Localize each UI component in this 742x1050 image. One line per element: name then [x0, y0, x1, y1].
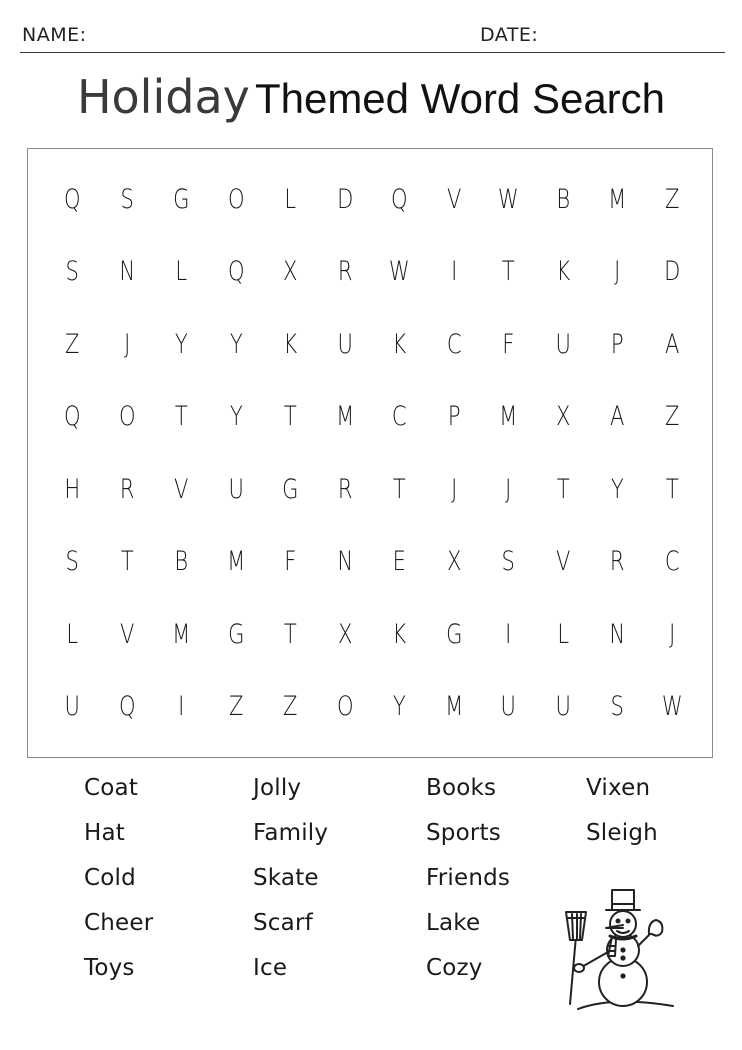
grid-letter: Q [63, 401, 81, 433]
grid-letter: G [445, 618, 462, 650]
grid-letter: T [120, 546, 134, 578]
grid-letter: C [664, 546, 680, 578]
grid-letter: T [392, 473, 406, 505]
grid-letter: O [118, 401, 136, 433]
grid-letter: T [665, 473, 679, 505]
grid-letter: Z [664, 401, 679, 433]
grid-letter: U [337, 328, 353, 360]
grid-letter: Y [174, 328, 188, 360]
grid-letter: R [119, 473, 135, 505]
grid-letter: I [450, 256, 457, 288]
word-list-column-2 [253, 770, 328, 995]
grid-letter: Q [390, 183, 408, 215]
word-list-item: Ice [253, 955, 288, 981]
grid-letter: V [119, 618, 134, 650]
grid-letter: S [610, 691, 624, 723]
page-title [0, 70, 742, 124]
grid-letter: U [228, 473, 244, 505]
grid-letter: L [66, 618, 79, 650]
word-list-item: Books [426, 775, 497, 801]
grid-letter: O [227, 183, 245, 215]
grid-letter: L [284, 183, 297, 215]
grid-letter: P [610, 328, 624, 360]
word-list-item: Sleigh [586, 820, 658, 846]
word-list-column-3 [426, 770, 510, 995]
grid-letter: G [282, 473, 299, 505]
word-list-item: Friends [426, 865, 511, 891]
word-search-grid [45, 163, 705, 743]
grid-letter: K [555, 256, 570, 288]
grid-letter: L [175, 256, 188, 288]
word-list-item: Hat [84, 820, 126, 846]
title-rest: Themed Word Search [254, 75, 666, 122]
grid-letter: X [283, 256, 298, 288]
grid-letter: W [388, 256, 410, 288]
word-list-item: Cold [84, 865, 136, 891]
grid-letter: M [444, 691, 463, 723]
grid-letter: W [497, 183, 519, 215]
grid-letter: S [65, 546, 79, 578]
grid-letter: J [123, 328, 130, 360]
grid-letter: V [446, 183, 461, 215]
grid-letter: W [661, 691, 683, 723]
grid-letter: A [664, 328, 679, 360]
grid-letter: N [118, 256, 135, 288]
grid-letter: F [502, 328, 515, 360]
grid-letter: S [501, 546, 515, 578]
grid-letter: S [120, 183, 134, 215]
grid-letter: Q [227, 256, 245, 288]
word-list-item: Sports [426, 820, 501, 846]
word-list-column-1 [84, 770, 153, 995]
grid-letter: I [505, 618, 512, 650]
date-label: DATE: [480, 24, 539, 46]
grid-letter: T [283, 401, 297, 433]
grid-letter: X [446, 546, 461, 578]
grid-letter: Z [228, 691, 243, 723]
grid-letter: B [555, 183, 570, 215]
word-list-item: Cozy [426, 955, 483, 981]
grid-letter: G [173, 183, 190, 215]
grid-letter: Q [118, 691, 136, 723]
grid-letter: Y [392, 691, 406, 723]
grid-letter: M [226, 546, 245, 578]
word-list-item: Vixen [586, 775, 651, 801]
grid-letter: K [392, 618, 407, 650]
grid-letter: J [505, 473, 512, 505]
grid-letter: U [64, 691, 80, 723]
grid-letter: L [556, 618, 569, 650]
grid-letter: M [499, 401, 518, 433]
word-list-item: Coat [84, 775, 139, 801]
grid-letter: M [335, 401, 354, 433]
word-list-item: Cheer [84, 910, 154, 936]
grid-letter: D [336, 183, 353, 215]
grid-letter: C [446, 328, 462, 360]
grid-letter: P [447, 401, 461, 433]
grid-letter: M [172, 618, 191, 650]
grid-letter: Q [63, 183, 81, 215]
title-holiday: Holiday [76, 70, 250, 124]
grid-letter: X [337, 618, 352, 650]
grid-letter: T [501, 256, 515, 288]
grid-letter: A [610, 401, 625, 433]
grid-letter: U [555, 691, 571, 723]
grid-letter: J [668, 618, 675, 650]
snowman-icon [548, 884, 678, 1014]
grid-letter: Y [229, 328, 243, 360]
grid-letter: X [555, 401, 570, 433]
grid-letter: K [392, 328, 407, 360]
grid-letter: N [336, 546, 353, 578]
grid-letter: K [283, 328, 298, 360]
grid-letter: T [556, 473, 570, 505]
word-search-grid-box [27, 148, 713, 758]
word-list-item: Lake [426, 910, 481, 936]
header-row [20, 20, 725, 53]
grid-letter: Z [283, 691, 298, 723]
grid-letter: J [450, 473, 457, 505]
grid-letter: H [64, 473, 81, 505]
grid-letter: T [283, 618, 297, 650]
grid-letter: J [614, 256, 621, 288]
word-list-column-4 [586, 770, 658, 860]
grid-letter: U [500, 691, 516, 723]
grid-letter: D [663, 256, 680, 288]
grid-letter: S [65, 256, 79, 288]
grid-letter: O [336, 691, 354, 723]
grid-letter: C [391, 401, 407, 433]
grid-letter: V [174, 473, 189, 505]
word-list-item: Skate [253, 865, 319, 891]
word-list-item: Jolly [253, 775, 302, 801]
grid-letter: R [337, 473, 353, 505]
grid-letter: R [337, 256, 353, 288]
grid-letter: Z [65, 328, 80, 360]
grid-letter: Z [664, 183, 679, 215]
grid-letter: Y [229, 401, 243, 433]
grid-letter: N [609, 618, 626, 650]
grid-letter: G [227, 618, 244, 650]
word-list-item: Scarf [253, 910, 313, 936]
grid-letter: E [392, 546, 406, 578]
word-list-item: Family [253, 820, 329, 846]
grid-letter: M [608, 183, 627, 215]
grid-letter: F [284, 546, 297, 578]
word-list-item: Toys [84, 955, 135, 981]
grid-letter: I [178, 691, 185, 723]
grid-letter: B [174, 546, 189, 578]
name-label: NAME: [22, 24, 87, 46]
grid-letter: V [555, 546, 570, 578]
grid-letter: Y [610, 473, 624, 505]
grid-letter: T [174, 401, 188, 433]
grid-letter: U [555, 328, 571, 360]
grid-letter: R [609, 546, 625, 578]
